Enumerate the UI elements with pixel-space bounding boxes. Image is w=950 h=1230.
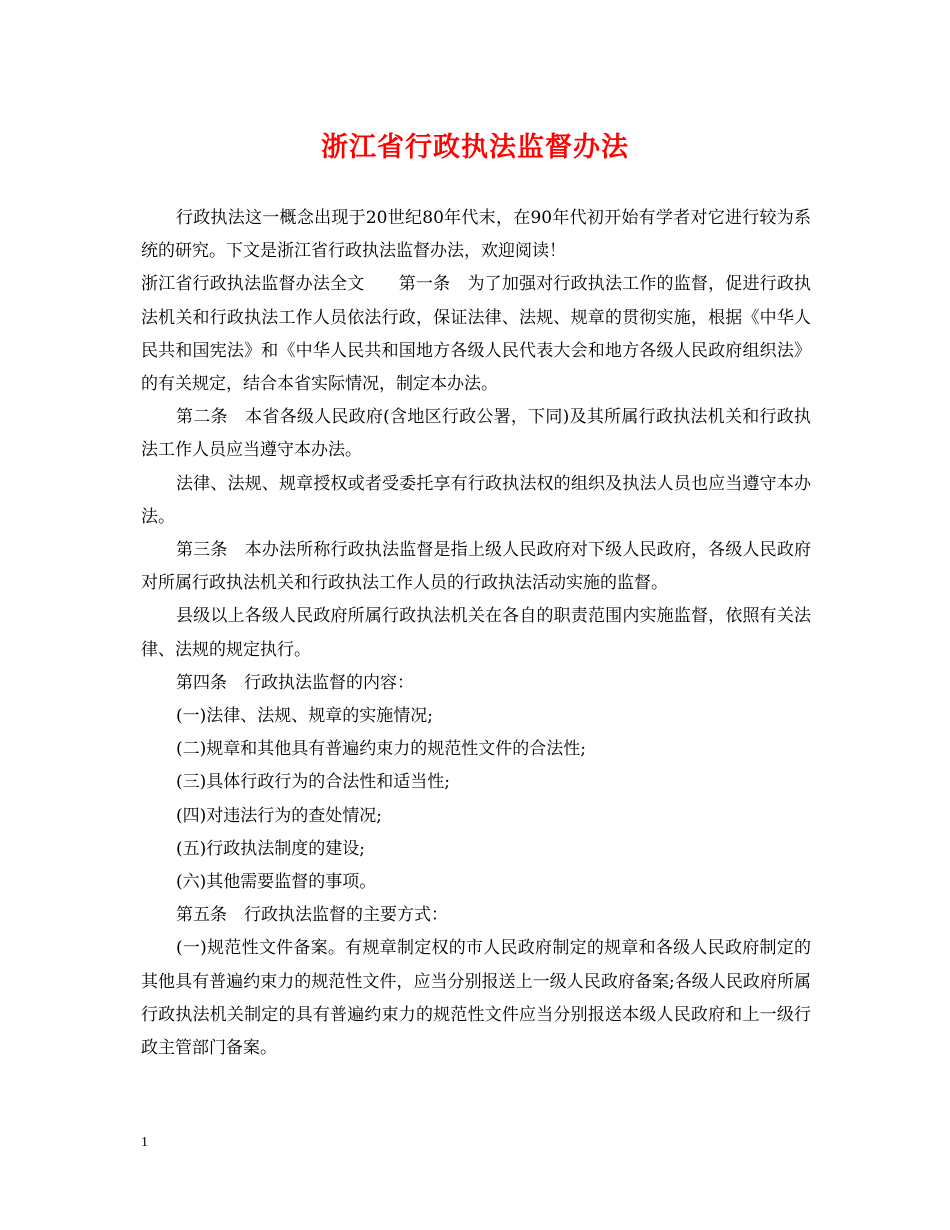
list-item: (四)对违法行为的查处情况; — [176, 805, 382, 826]
paragraph-article-3: 第三条 本办法所称行政执法监督是指上级人民政府对下级人民政府，各级人民政府对所属行政执法机关和行政执法工作人员的行政执法活动实施的监督。 — [141, 540, 811, 594]
list-item: (六)其他需要监督的事项。 — [176, 872, 377, 893]
paragraph-article-3-clause: 县级以上各级人民政府所属行政执法机关在各自的职责范围内实施监督，依照有关法律、法规的规定执行。 — [141, 606, 811, 660]
paragraph-intro: 行政执法这一概念出现于20世纪80年代末，在90年代初开始有学者对它进行较为系统的研究。下文是浙江省行政执法监督办法，欢迎阅读！ — [141, 208, 811, 262]
paragraph-article-1: 浙江省行政执法监督办法全文 第一条 为了加强对行政执法工作的监督，促进行政执法机关和行政执法工作人员依法行政，保证法律、法规、规章的贯彻实施，根据《中华人民共和国宪法》和《中华人民共和国地方各级人民代表大会和地方各级人民政府组织法》的有关规定，结合本省实际情况，制定本办法。 — [141, 274, 811, 395]
paragraph-article-2-clause: 法律、法规、规章授权或者受委托享有行政执法权的组织及执法人员也应当遵守本办法。 — [141, 473, 811, 527]
document-title: 浙江省行政执法监督办法 — [321, 132, 629, 163]
paragraph-article-2: 第二条 本省各级人民政府(含地区行政公署，下同)及其所属行政执法机关和行政执法工作人员应当遵守本办法。 — [141, 407, 811, 461]
page-number: 1 — [141, 1135, 148, 1150]
paragraph-article-4: 第四条 行政执法监督的内容： — [176, 672, 414, 693]
list-item: (五)行政执法制度的建设; — [176, 838, 365, 859]
paragraph-article-5: 第五条 行政执法监督的主要方式： — [176, 905, 448, 926]
paragraph-article-5-clause-1: (一)规范性文件备案。有规章制定权的市人民政府制定的规章和各级人民政府制定的其他具有普遍约束力的规范性文件，应当分别报送上一级人民政府备案;各级人民政府所属行政执法机关制定的具有普遍约束力的规范性文件应当分别报送本级人民政府和上一级行政主管部门备案。 — [141, 938, 811, 1059]
list-item: (三)具体行政行为的合法性和适当性; — [176, 772, 450, 793]
list-item: (二)规章和其他具有普遍约束力的规范性文件的合法性; — [176, 739, 586, 760]
document-body — [141, 202, 811, 1065]
list-item: (一)法律、法规、规章的实施情况; — [176, 706, 433, 727]
